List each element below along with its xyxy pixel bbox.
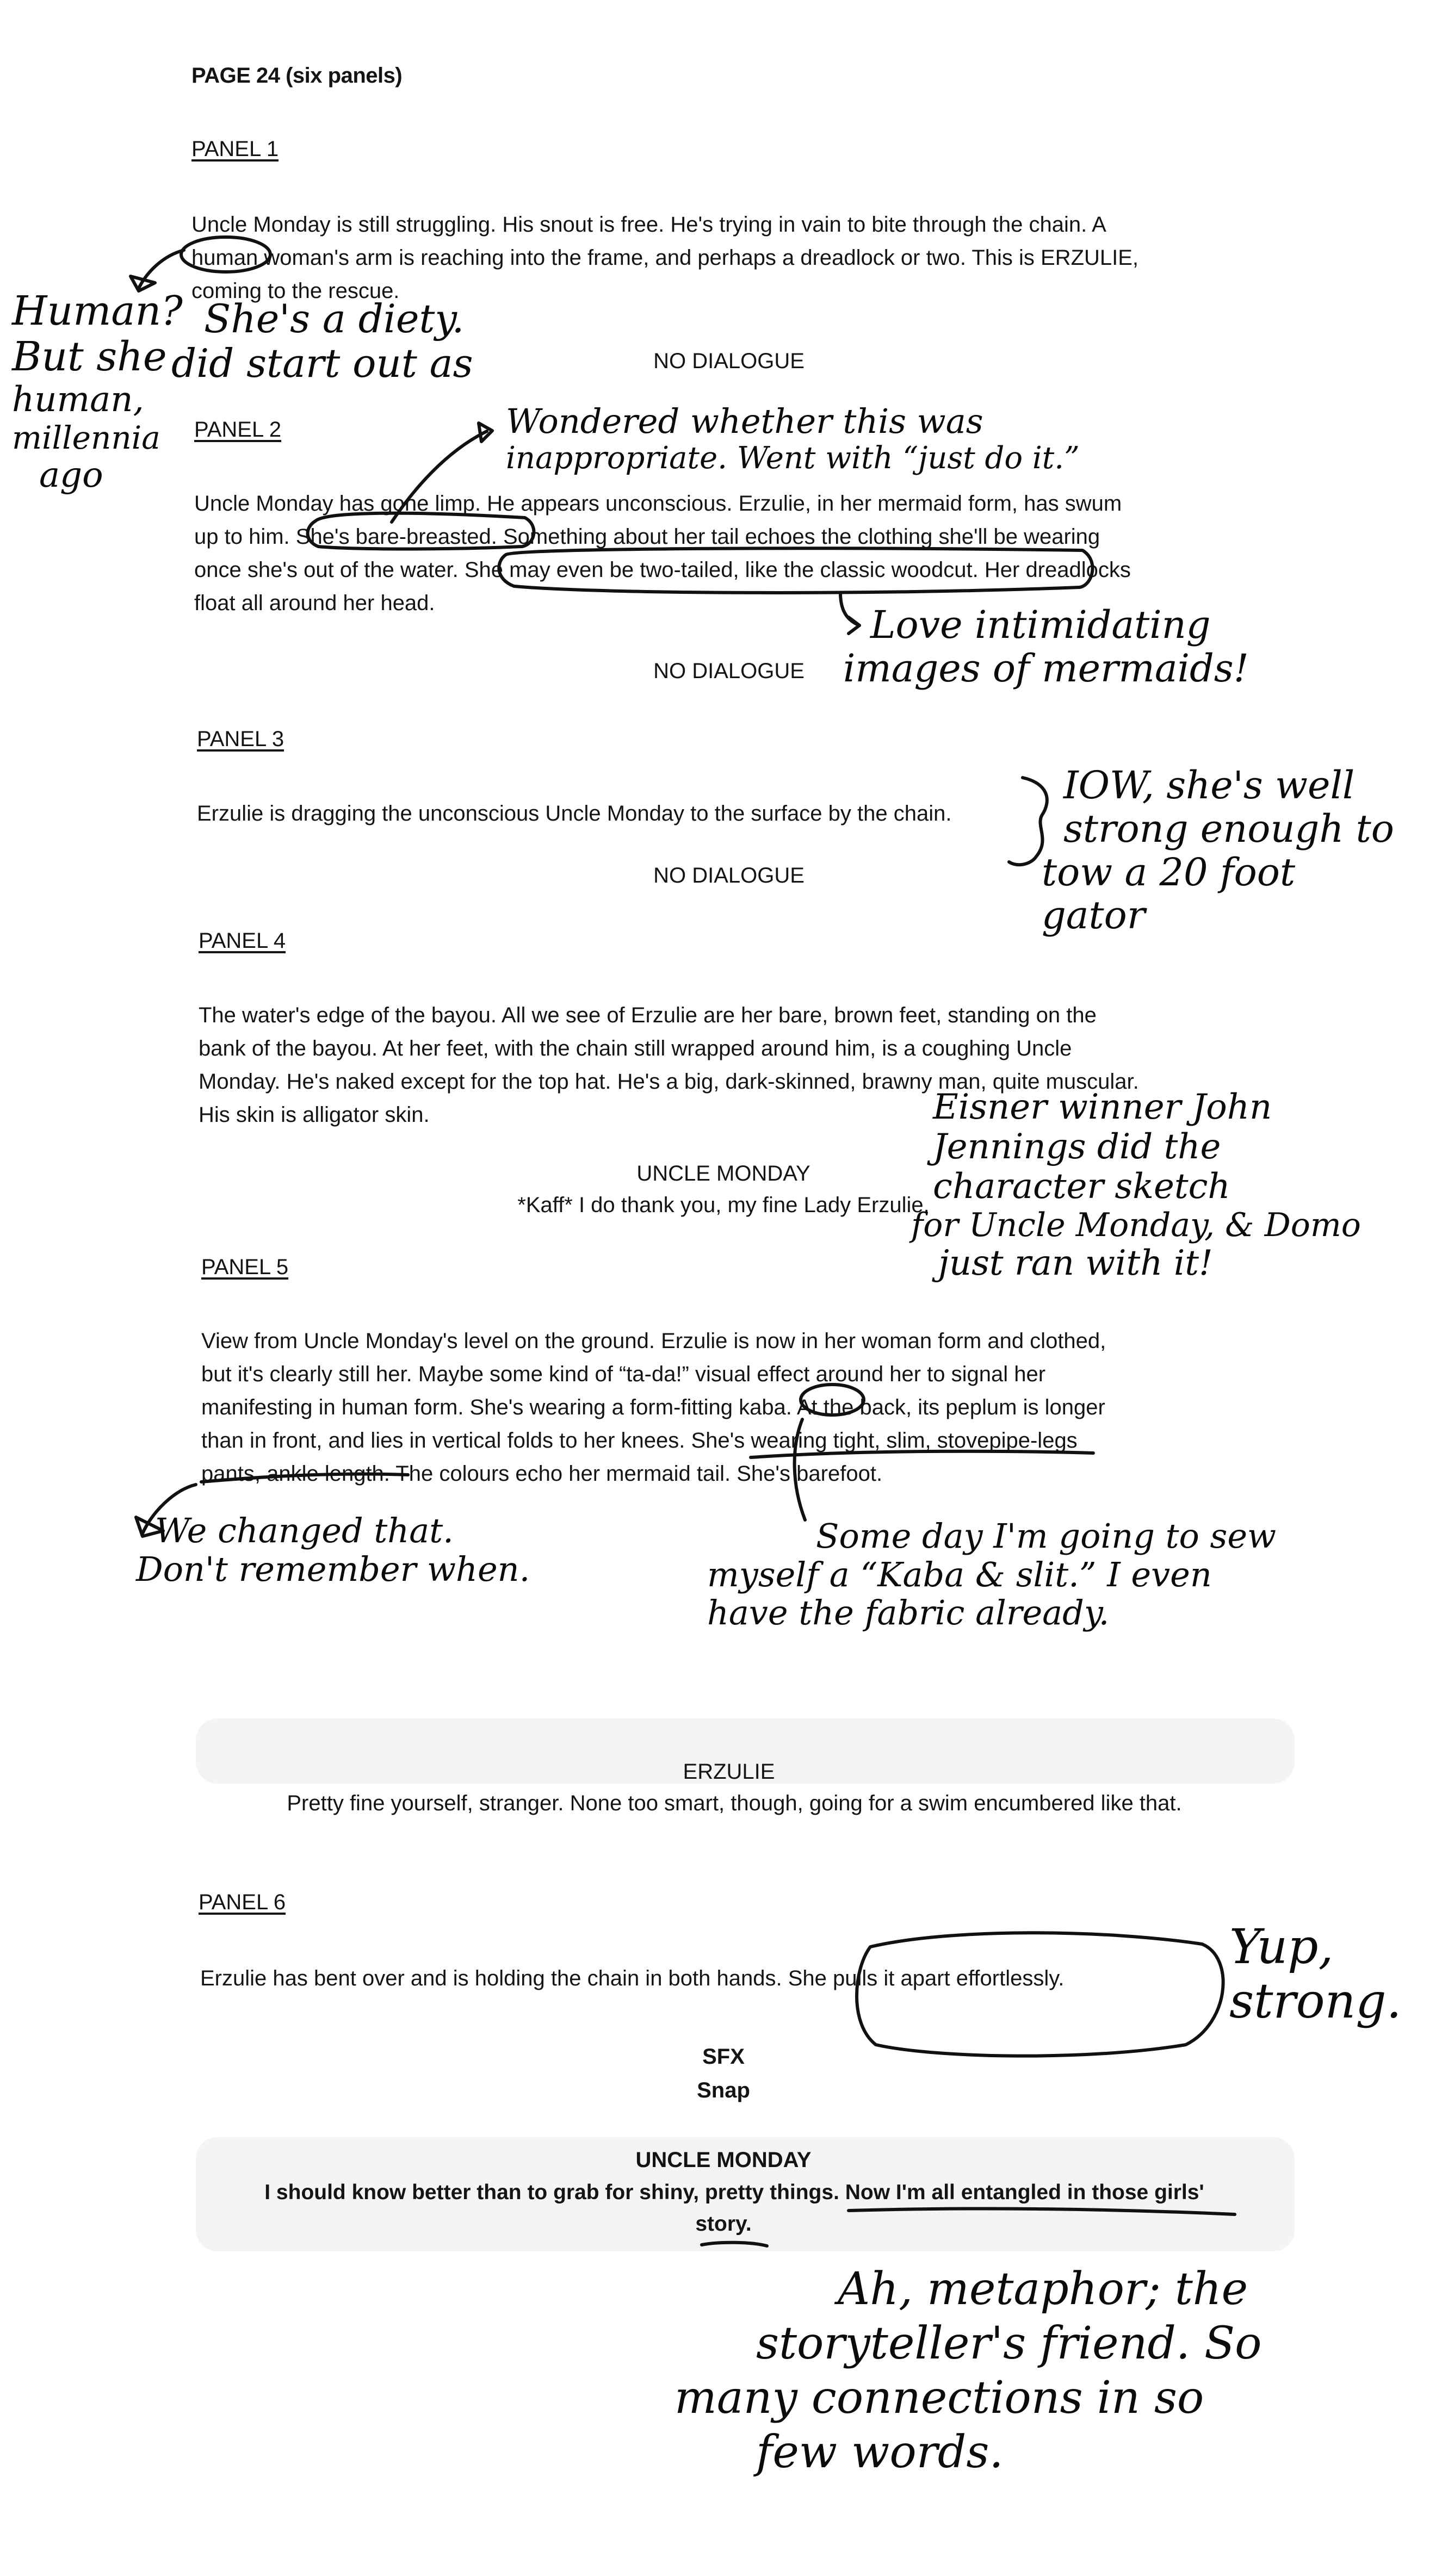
text-line: Erzulie is dragging the unconscious Uncle Monday to the surface by the chain. (197, 802, 952, 825)
text-line: Monday. He's naked except for the top hat. He's a big, dark-skinned, brawny man, quite muscular. (199, 1070, 1139, 1094)
note-appropriate (506, 402, 1080, 476)
underline-mark (849, 2208, 1235, 2214)
note-metaphor (675, 2262, 1262, 2480)
note-line: IOW, she's well (1063, 763, 1355, 808)
circle-mark (857, 1933, 1223, 2056)
note-human-margin (12, 288, 183, 495)
text-line: pants, ankle length. The colours echo her mermaid tail. She's barefoot. (201, 1462, 883, 1486)
text-line: up to him. She's bare-breasted. Something about her tail echoes the clothing she'll be wearing (194, 525, 1100, 549)
panel-5-label: PANEL 5 (201, 1255, 289, 1279)
note-yup-strong (1229, 1920, 1402, 2029)
text-line: Uncle Monday is still struggling. His snout is free. He's trying in vain to bite through the chain. A (191, 213, 1106, 237)
circle-mark (181, 237, 270, 272)
note-line: tow a 20 foot (1042, 849, 1296, 895)
arrow-mark (849, 617, 859, 634)
note-line: human, (12, 379, 144, 420)
note-line: character sketch (933, 1166, 1230, 1207)
page-heading: PAGE 24 (six panels) (191, 64, 403, 88)
panel-5-dialogue: Pretty fine yourself, stranger. None too smart, though, going for a swim encumbered like that. (287, 1791, 1182, 1815)
note-line: just ran with it! (938, 1243, 1213, 1284)
note-line: Yup, (1229, 1919, 1334, 1975)
note-line: We changed that. (155, 1511, 454, 1550)
text-line: Uncle Monday has gone limp. He appears unconscious. Erzulie, in her mermaid form, has swum (194, 492, 1122, 516)
panel-6-speaker: UNCLE MONDAY (635, 2148, 812, 2172)
arrow-mark (392, 431, 487, 522)
underline-mark (751, 1451, 1093, 1457)
note-line: millennia (12, 419, 160, 456)
note-strong-enough (1042, 763, 1394, 938)
panel-4-dialogue: *Kaff* I do thank you, my fine Lady Erzulie. (517, 1193, 930, 1217)
circle-mark (499, 548, 1092, 593)
arrow-mark (795, 1419, 805, 1520)
text-line: manifesting in human form. She's wearing a form-fitting kaba. At the back, its peplum is longer (201, 1395, 1105, 1419)
note-line: inappropriate. Went with “just do it.” (506, 440, 1080, 476)
note-line: many connections in so (675, 2372, 1204, 2424)
text-line: once she's out of the water. She may even be two-tailed, like the classic woodcut. Her dreadlocks (194, 558, 1131, 582)
note-line: gator (1042, 893, 1146, 938)
text-line: View from Uncle Monday's level on the ground. Erzulie is now in her woman form and clothed, (201, 1329, 1106, 1353)
text-line: His skin is alligator skin. (199, 1103, 430, 1127)
note-line: did start out as (171, 340, 473, 387)
note-line: Jennings did the (933, 1126, 1221, 1167)
panel-6-label: PANEL 6 (199, 1890, 286, 1914)
text-line: but it's clearly still her. Maybe some kind of “ta-da!” visual effect around her to signal her (201, 1362, 1046, 1386)
panel-4-label: PANEL 4 (199, 929, 286, 953)
note-line: Love intimidating (870, 603, 1211, 647)
panel-1-dialogue: NO DIALOGUE (653, 349, 805, 373)
note-line: storyteller's friend. So (756, 2318, 1262, 2370)
circle-mark (801, 1385, 864, 1415)
note-line: for Uncle Monday, & Domo (911, 1206, 1361, 1244)
text-line: bank of the bayou. At her feet, with the chain still wrapped around him, is a coughing Uncle (199, 1036, 1072, 1060)
note-line: Wondered whether this was (506, 401, 983, 441)
note-line: Eisner winner John (933, 1087, 1272, 1127)
note-line: have the fabric already. (707, 1593, 1110, 1633)
panel-5-speaker: ERZULIE (683, 1760, 775, 1784)
note-line: strong enough to (1063, 806, 1394, 851)
note-line: Ah, metaphor; the (838, 2263, 1248, 2315)
panel-6-sfx: Snap (697, 2078, 750, 2102)
arrow-mark (139, 250, 184, 288)
panel-3-dialogue: NO DIALOGUE (653, 864, 805, 887)
text-line: coming to the rescue. (191, 279, 400, 303)
note-mermaids (843, 603, 1249, 691)
note-line: ago (39, 455, 103, 495)
note-line: She's a diety. (204, 296, 465, 342)
note-line: Some day I'm going to sew (816, 1516, 1277, 1556)
note-line: strong. (1229, 1973, 1402, 2029)
note-line: Don't remember when. (136, 1549, 530, 1589)
panel-6-dialogue-end: story. (695, 2212, 752, 2236)
text-line: Erzulie has bent over and is holding the chain in both hands. She pulls it apart effortlessly. (200, 1966, 1065, 1990)
note-line: few words. (756, 2426, 1004, 2479)
panel-6-dialogue: I should know better than to grab for shiny, pretty things. Now I'm all entangled in those girls' (264, 2181, 1204, 2204)
underline-mark (201, 1474, 408, 1482)
text-line: than in front, and lies in vertical folds to her knees. She's wearing tight, slim, stovepipe-legs (201, 1429, 1078, 1453)
text-line: float all around her head. (194, 591, 435, 615)
arrow-mark (840, 593, 859, 625)
note-line: images of mermaids! (843, 645, 1249, 691)
panel-2-label: PANEL 2 (194, 418, 282, 442)
note-kaba-slit (707, 1517, 1276, 1632)
note-line: But she (12, 333, 167, 381)
panel-3-label: PANEL 3 (197, 727, 284, 751)
note-line: Human? (12, 288, 183, 334)
panel-2-dialogue: NO DIALOGUE (653, 659, 805, 683)
note-line: myself a “Kaba & slit.” I even (707, 1554, 1212, 1594)
panel-6-sfx-label: SFX (702, 2045, 745, 2069)
note-character-sketch (911, 1087, 1361, 1284)
panel-4-speaker: UNCLE MONDAY (636, 1162, 810, 1185)
text-line: human woman's arm is reaching into the frame, and perhaps a dreadlock or two. This is ERZULIE, (191, 246, 1139, 270)
panel-1-label: PANEL 1 (191, 137, 279, 161)
text-line: The water's edge of the bayou. All we see of Erzulie are her bare, brown feet, standing on the (199, 1003, 1097, 1027)
note-changed-that (136, 1511, 530, 1589)
underline-mark (702, 2243, 767, 2246)
circle-mark (308, 513, 534, 549)
note-deity (171, 296, 473, 387)
